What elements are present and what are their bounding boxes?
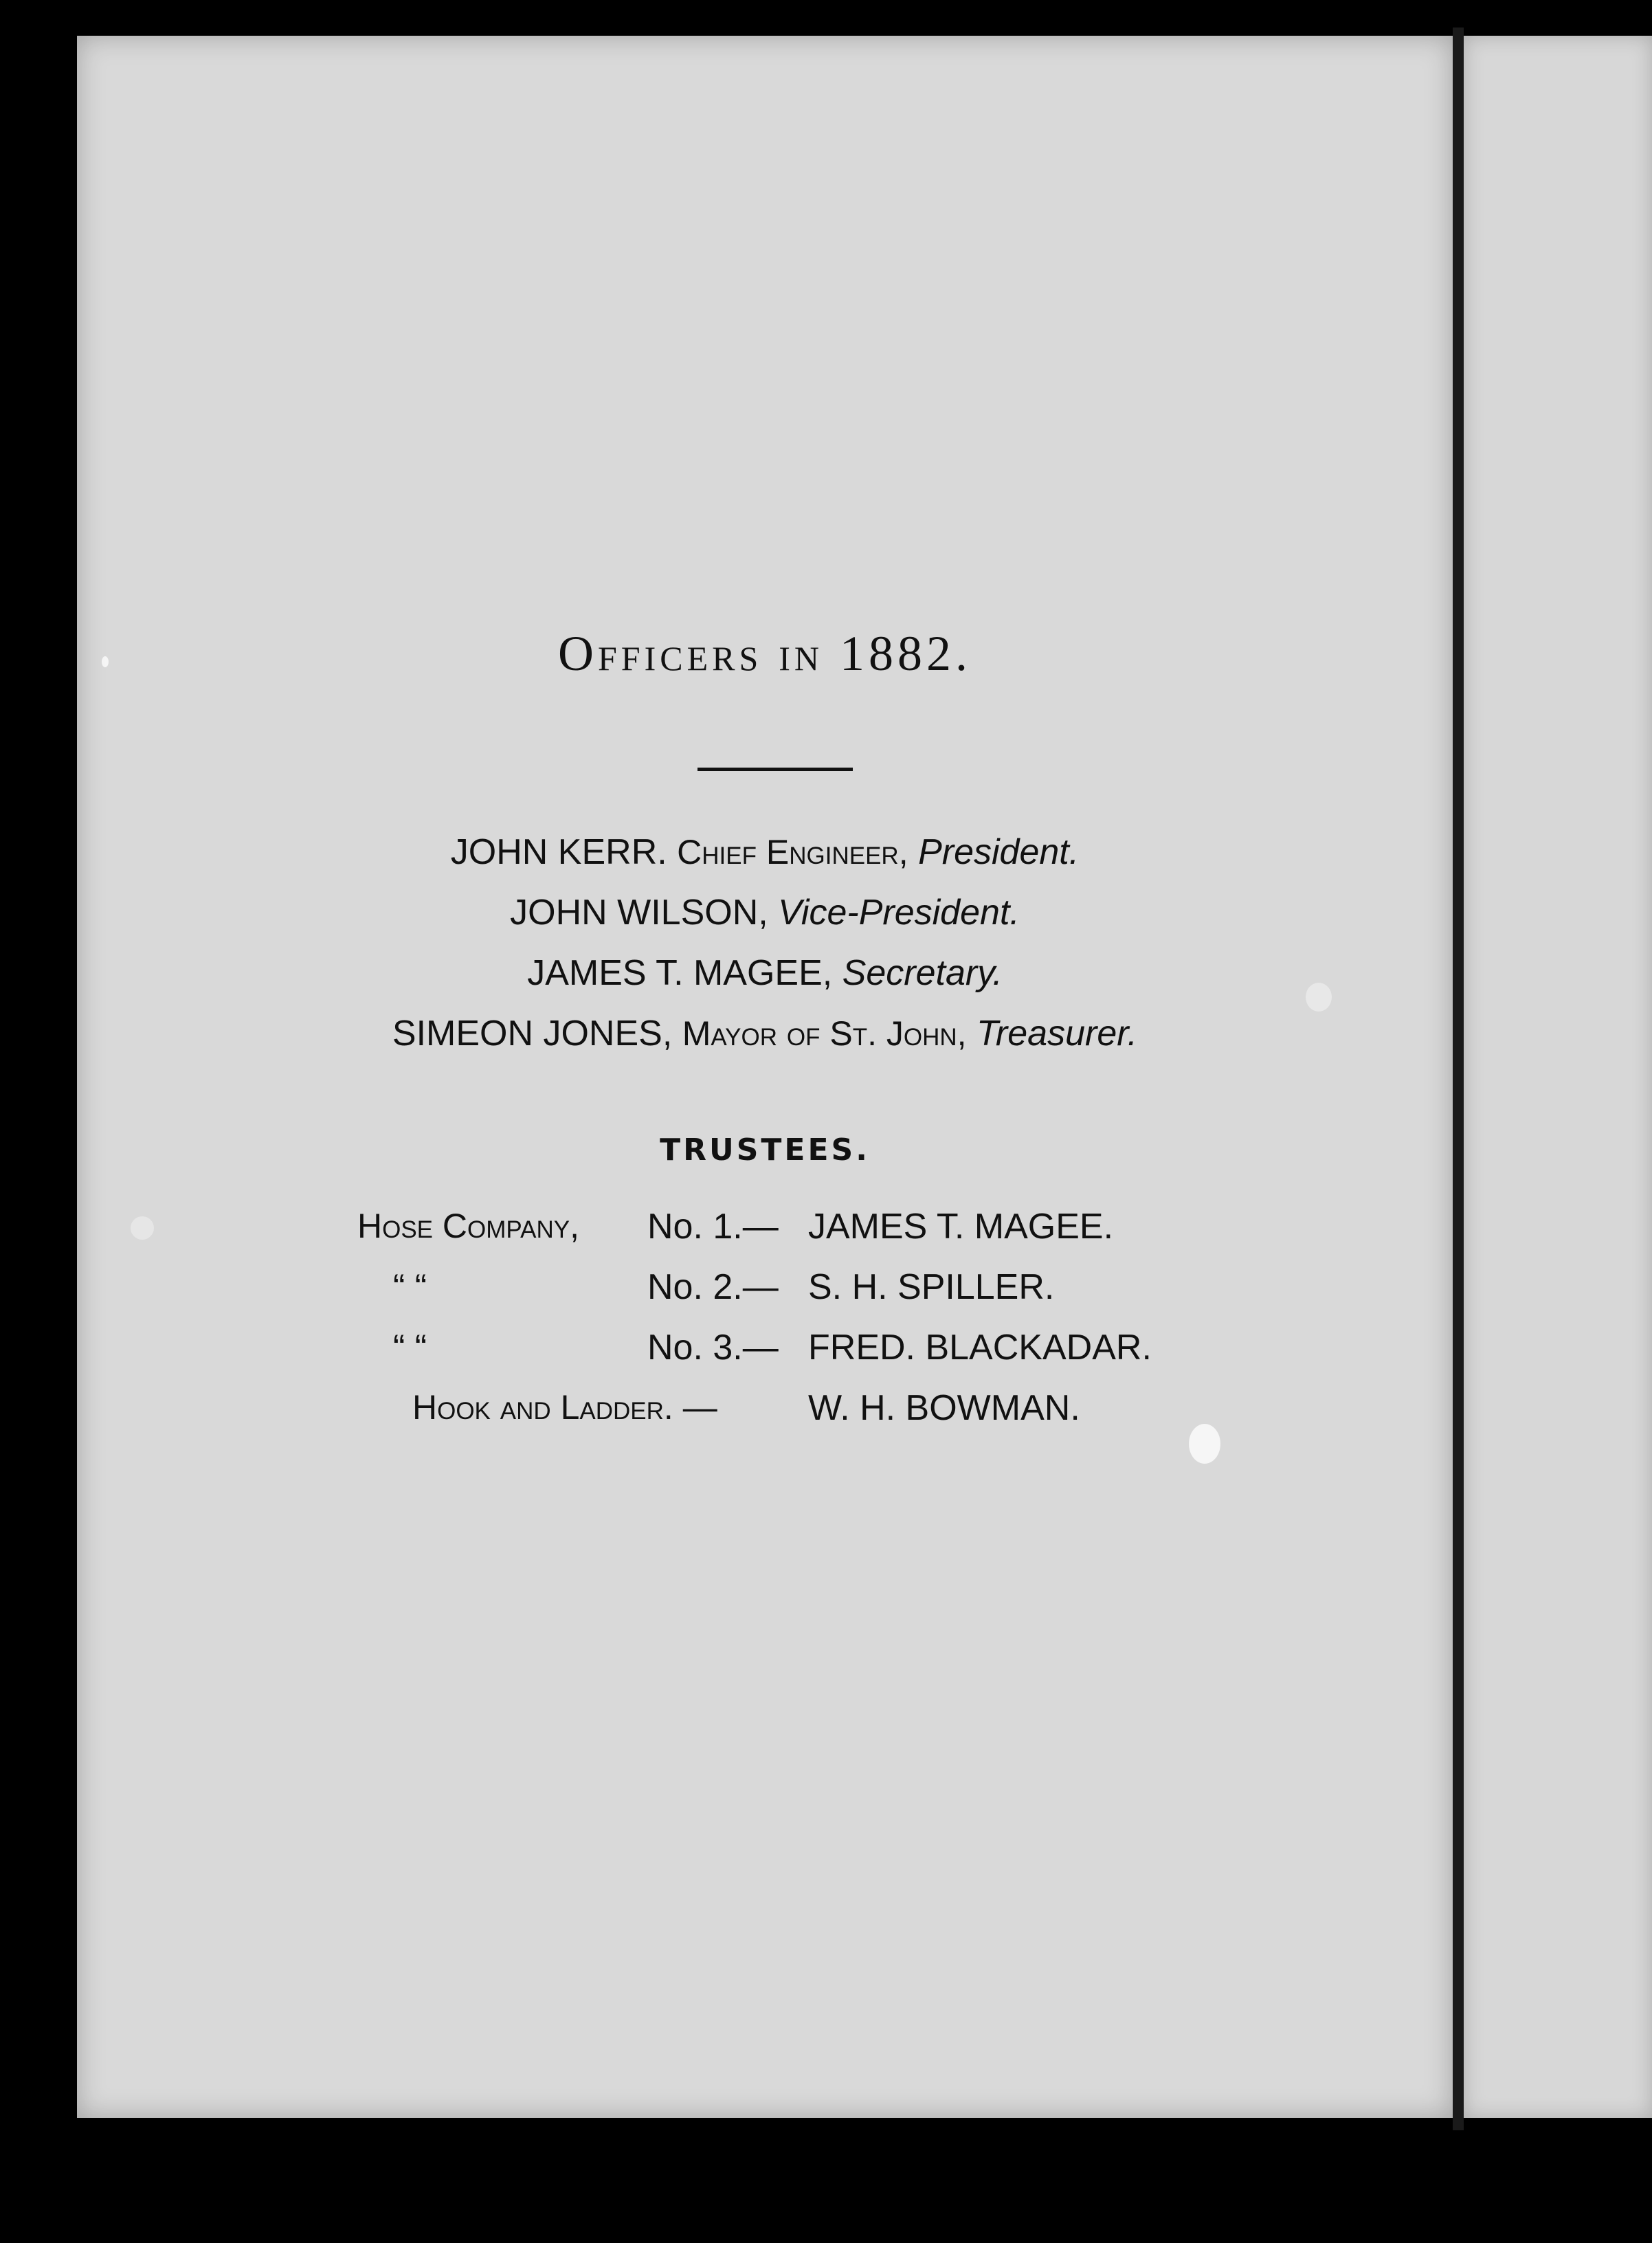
officer-role: Chief Engineer,	[677, 833, 908, 871]
officer-name: JOHN KERR.	[450, 832, 667, 872]
trustees-heading: TRUSTEES.	[660, 1132, 870, 1168]
officer-name: SIMEON JONES,	[392, 1014, 673, 1053]
trustee-row	[77, 1327, 1453, 1382]
officer-name: JOHN WILSON,	[510, 893, 768, 933]
officer-president	[77, 832, 1453, 873]
trustee-row	[77, 1266, 1453, 1321]
trustee-company: Hose Company,	[357, 1207, 580, 1245]
title-rule	[697, 768, 853, 771]
left-page	[77, 36, 1453, 2118]
officer-secretary	[77, 952, 1453, 994]
officer-role: Mayor of St. John,	[682, 1014, 967, 1053]
trustee-name: JAMES T. MAGEE.	[808, 1207, 1114, 1247]
ditto-marks: “ “	[393, 1267, 427, 1307]
right-page-edge	[1464, 36, 1652, 2118]
trustee-number: No. 2.—	[647, 1267, 779, 1307]
page-title: Officers in 1882.	[557, 626, 972, 681]
officer-office: President.	[918, 832, 1080, 872]
officer-treasurer	[77, 1013, 1453, 1054]
trustee-company: Hook and Ladder. —	[412, 1388, 717, 1427]
officer-office: Treasurer.	[976, 1014, 1138, 1053]
officer-office: Vice-President.	[778, 893, 1020, 933]
trustee-number: No. 1.—	[647, 1207, 779, 1247]
ditto-marks: “ “	[393, 1328, 427, 1368]
trustee-name: W. H. BOWMAN.	[808, 1388, 1080, 1428]
officer-office: Secretary.	[842, 953, 1003, 993]
officer-name: JAMES T. MAGEE,	[527, 953, 833, 993]
officer-vice-president	[77, 892, 1453, 933]
trustee-number: No. 3.—	[647, 1328, 779, 1368]
trustee-name: FRED. BLACKADAR.	[808, 1328, 1152, 1368]
page-gutter	[1453, 27, 1464, 2130]
trustee-name: S. H. SPILLER.	[808, 1267, 1055, 1307]
trustee-row	[77, 1206, 1453, 1261]
trustee-row	[77, 1387, 1453, 1442]
